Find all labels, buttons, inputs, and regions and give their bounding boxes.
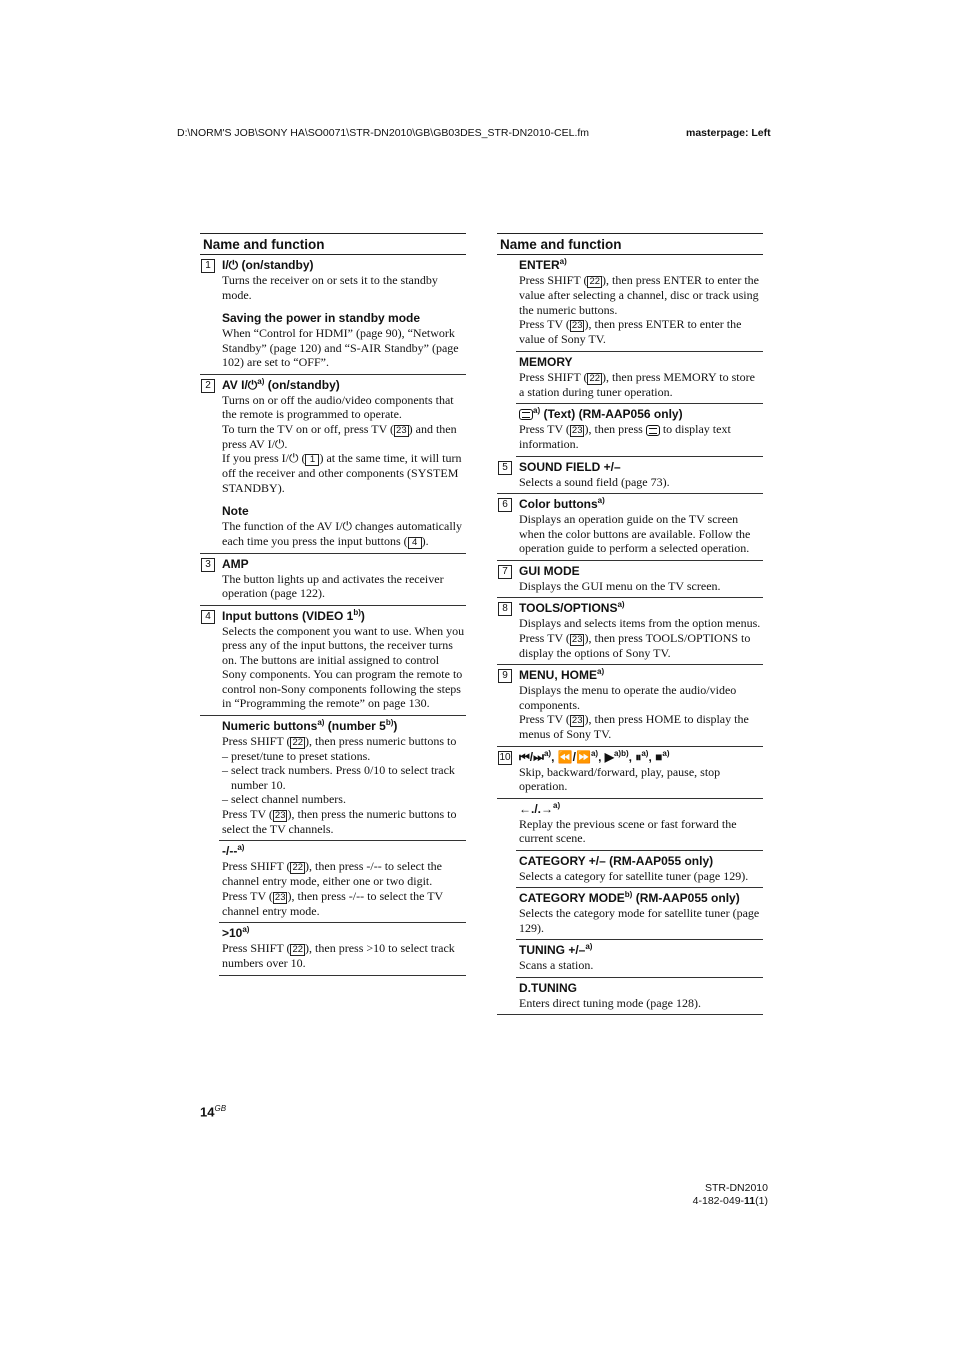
entry-text: Press TV ( 23 ), then press TOOLS/OPTIONS to display the options of Sony TV.	[519, 630, 751, 660]
rewind-forward-icon: , ⏪/⏩	[551, 749, 591, 764]
column-title: Name and function	[497, 233, 763, 255]
entry-transport-buttons	[497, 747, 763, 799]
entry-name: AV I/⏻$^{a)}$ (on/standby)	[222, 376, 340, 392]
note-heading: Note	[222, 504, 249, 518]
entry-replay-advance	[516, 799, 763, 851]
ref-box: 22	[589, 372, 601, 384]
entry-name: Color buttons$^{a)}$	[519, 496, 605, 511]
entry-d-tuning	[497, 978, 763, 1016]
skip-icon: ⏮/⏭	[519, 749, 544, 764]
item-number: 2	[201, 379, 215, 393]
entry-name: GUI MODE	[519, 563, 580, 578]
ref-box: 23	[571, 320, 583, 331]
entry-text: Press SHIFT ( 22 ), then press -/-- to select the channel entry mode, either one or two digit.	[222, 859, 442, 888]
entry-text: Selects a category for satellite tuner (page 129).	[519, 868, 749, 883]
ref-box: 22	[589, 276, 601, 287]
entry-name: ENTER$^{a)}$	[519, 257, 567, 272]
stop-icon: , ■	[648, 749, 663, 764]
text-icon	[646, 425, 660, 436]
entry-menu-home	[497, 665, 763, 747]
entry-text: Displays and selects items from the option menus.	[519, 616, 761, 630]
entry-channel-entry	[219, 841, 466, 923]
entry-name: MENU, HOME$^{a)}$	[519, 667, 605, 682]
entry-text: The function of the AV I/⏻ changes automatically each time you press the input buttons ( 4 ).	[222, 519, 462, 548]
entry-input-buttons	[200, 606, 466, 716]
entry-name: $>10^{a)}$	[222, 925, 250, 940]
entry-text: Displays the GUI menu on the TV screen.	[519, 578, 721, 593]
entry-category-mode	[516, 888, 763, 940]
entry-text: Selects a sound field (page 73).	[519, 474, 670, 489]
play-icon: , ▶	[598, 749, 614, 764]
entry-name: Input buttons (VIDEO 1$^{b)}$)	[222, 607, 365, 623]
item-number: 9	[498, 669, 512, 683]
page-number: $14^{GB}$	[200, 1104, 227, 1120]
entry-text: Press TV ( 23 ), then press ENTER to enter the value of Sony TV.	[519, 317, 742, 346]
ref-box: 23	[274, 891, 286, 903]
entry-amp	[200, 554, 466, 606]
entry-text: Turns on or off the audio/video components that the remote is programmed to operate.	[222, 392, 454, 421]
item-number: 6	[498, 498, 512, 512]
entry-name: $^{a)}$ (Text) (RM-AAP056 only)	[519, 407, 763, 422]
entry-name: I/⏻ (on/standby)	[222, 258, 314, 272]
ref-box: 23	[571, 715, 583, 726]
entry-name: AMP	[222, 556, 249, 571]
model-name: STR-DN2010	[704, 1182, 768, 1194]
entry-text: Press TV ( 23 ), then press to display text information.	[519, 422, 731, 451]
entry-text: Replay the previous scene or fast forward the current scene.	[519, 816, 737, 845]
right-column	[497, 233, 763, 1015]
entry-name: ⏮/⏭$^{a)}$, ⏪/⏩$^{a)}$, ▶$^{a)b)}$, ⏸$^{a)}$, ■$^{a)}$	[519, 748, 670, 764]
entry-text: If you press I/⏻ ( 1 ) at the same time, it will turn off the receiver and other components (SYSTEM STANDBY).	[222, 451, 462, 495]
item-number: 3	[201, 558, 215, 572]
item-number: 1	[201, 259, 215, 273]
ref-box: 1	[305, 454, 319, 466]
entry-av-on-standby	[200, 375, 466, 554]
entry-memory	[516, 352, 763, 405]
entry-enter	[516, 255, 763, 352]
entry-name: D.TUNING	[519, 980, 577, 995]
entry-text: To turn the TV on or off, press TV ( 23 ) and then press AV I/⏻.	[222, 421, 457, 451]
entry-name: CATEGORY MODE$^{b)}$ (RM-AAP055 only)	[519, 890, 740, 905]
entry-name: TOOLS/OPTIONS$^{a)}$	[519, 600, 625, 615]
masterpage-label: masterpage: Left	[686, 127, 771, 139]
entry-tuning	[516, 940, 763, 978]
ref-box: 22	[292, 862, 304, 873]
file-path: D:\NORM'S JOB\SONY HA\SO0071\STR-DN2010\GB\GB03DES_STR-DN2010-CEL.fm	[177, 127, 590, 139]
entry-text: Enters direct tuning mode (page 128).	[519, 995, 701, 1010]
document-code: 4-182-049-11(1)	[692, 1194, 768, 1207]
entry-text: Displays an operation guide on the TV screen when the color buttons are available. Follow the operation guide to perform a selected operation.	[519, 512, 751, 555]
entry-text: Skip, backward/forward, play, pause, stop operation.	[519, 764, 721, 793]
entry-text: The button lights up and activates the receiver operation (page 122).	[222, 571, 444, 600]
entry-text: Press SHIFT ( 22 ), then press >10 to select track numbers over 10.	[222, 941, 455, 970]
ref-box: 23	[396, 424, 407, 436]
entry-text: When “Control for HDMI” (page 90), “Network Standby” (page 120) and “S-AIR Standby” (page 102) are set to “OFF”.	[222, 326, 459, 369]
item-number: 7	[498, 565, 512, 579]
item-number: 5	[498, 461, 512, 475]
entry-text: Press SHIFT ( 22 ), then press MEMORY to store a station during tuner operation.	[519, 369, 755, 399]
entry-on-standby	[200, 255, 466, 375]
entry-text: Press TV ( 23 ), then press -/-- to select the TV channel entry mode.	[222, 888, 443, 918]
entry-text: Scans a station.	[519, 958, 594, 972]
entry-name: Numeric buttons$^{a)}$ (number 5$^{b)}$)	[222, 717, 398, 733]
entry-name: SOUND FIELD +/–	[519, 459, 621, 474]
ref-box: 23	[571, 633, 583, 645]
entry-text: Turns the receiver on or sets it to the standby mode.	[222, 273, 438, 302]
entry-tools-options	[497, 598, 763, 665]
item-number: 8	[498, 602, 512, 616]
replay-advance-icon: ←./.→	[519, 801, 554, 816]
entry-name: -/--$^{a)}$	[222, 843, 245, 858]
ref-box: 22	[292, 736, 304, 748]
subheading: Saving the power in standby mode	[222, 311, 421, 325]
entry-text: Press SHIFT ( 22 ), then press numeric buttons to	[222, 733, 457, 748]
entry-text-button	[516, 404, 763, 457]
entry-text: Displays the menu to operate the audio/video components.	[519, 683, 737, 712]
entry-color-buttons	[497, 494, 763, 561]
pause-icon: , ⏸	[628, 749, 642, 764]
entry-name: CATEGORY +/– (RM-AAP055 only)	[519, 853, 714, 868]
ref-box: 4	[408, 537, 422, 549]
item-number: 10	[499, 751, 511, 763]
column-title: Name and function	[200, 233, 466, 255]
ref-box: 22	[292, 944, 304, 955]
entry-greater-10	[219, 923, 466, 976]
left-column	[200, 233, 466, 976]
entry-text: Press SHIFT ( 22 ), then press ENTER to enter the value after selecting a channel, disc or track using the numeric buttons.	[519, 273, 760, 317]
entry-text: Selects the component you want to use. When you press any of the input buttons, the receiver turns on. The buttons are initial assigned to control Sony components. You can program the remote to control non-Sony components following the steps in “Programming the remote” on page 130.	[222, 623, 465, 710]
dash-item: – select track numbers. Press 0/10 to select track number 10.	[222, 763, 455, 792]
entry-name: TUNING +/–$^{a)}$	[519, 942, 593, 957]
entry-sound-field	[497, 457, 763, 495]
text-icon	[519, 409, 533, 420]
dash-item: – preset/tune to preset stations.	[222, 748, 371, 763]
item-number: 4	[201, 610, 215, 624]
dash-item: – select channel numbers.	[222, 792, 346, 806]
entry-name: ←./.→$^{a)}$	[519, 800, 561, 816]
entry-text: Press TV ( 23 ), then press HOME to display the menus of Sony TV.	[519, 712, 749, 741]
entry-text: Press TV ( 23 ), then press the numeric buttons to select the TV channels.	[222, 806, 457, 836]
entry-category	[516, 851, 763, 889]
ref-box: 23	[571, 425, 583, 436]
ref-box: 23	[274, 809, 286, 821]
entry-text: Selects the category mode for satellite tuner (page 129).	[519, 906, 760, 935]
entry-gui-mode	[497, 561, 763, 599]
entry-name: MEMORY	[519, 354, 573, 369]
entry-numeric-buttons	[219, 716, 466, 842]
model-code	[693, 1182, 768, 1207]
